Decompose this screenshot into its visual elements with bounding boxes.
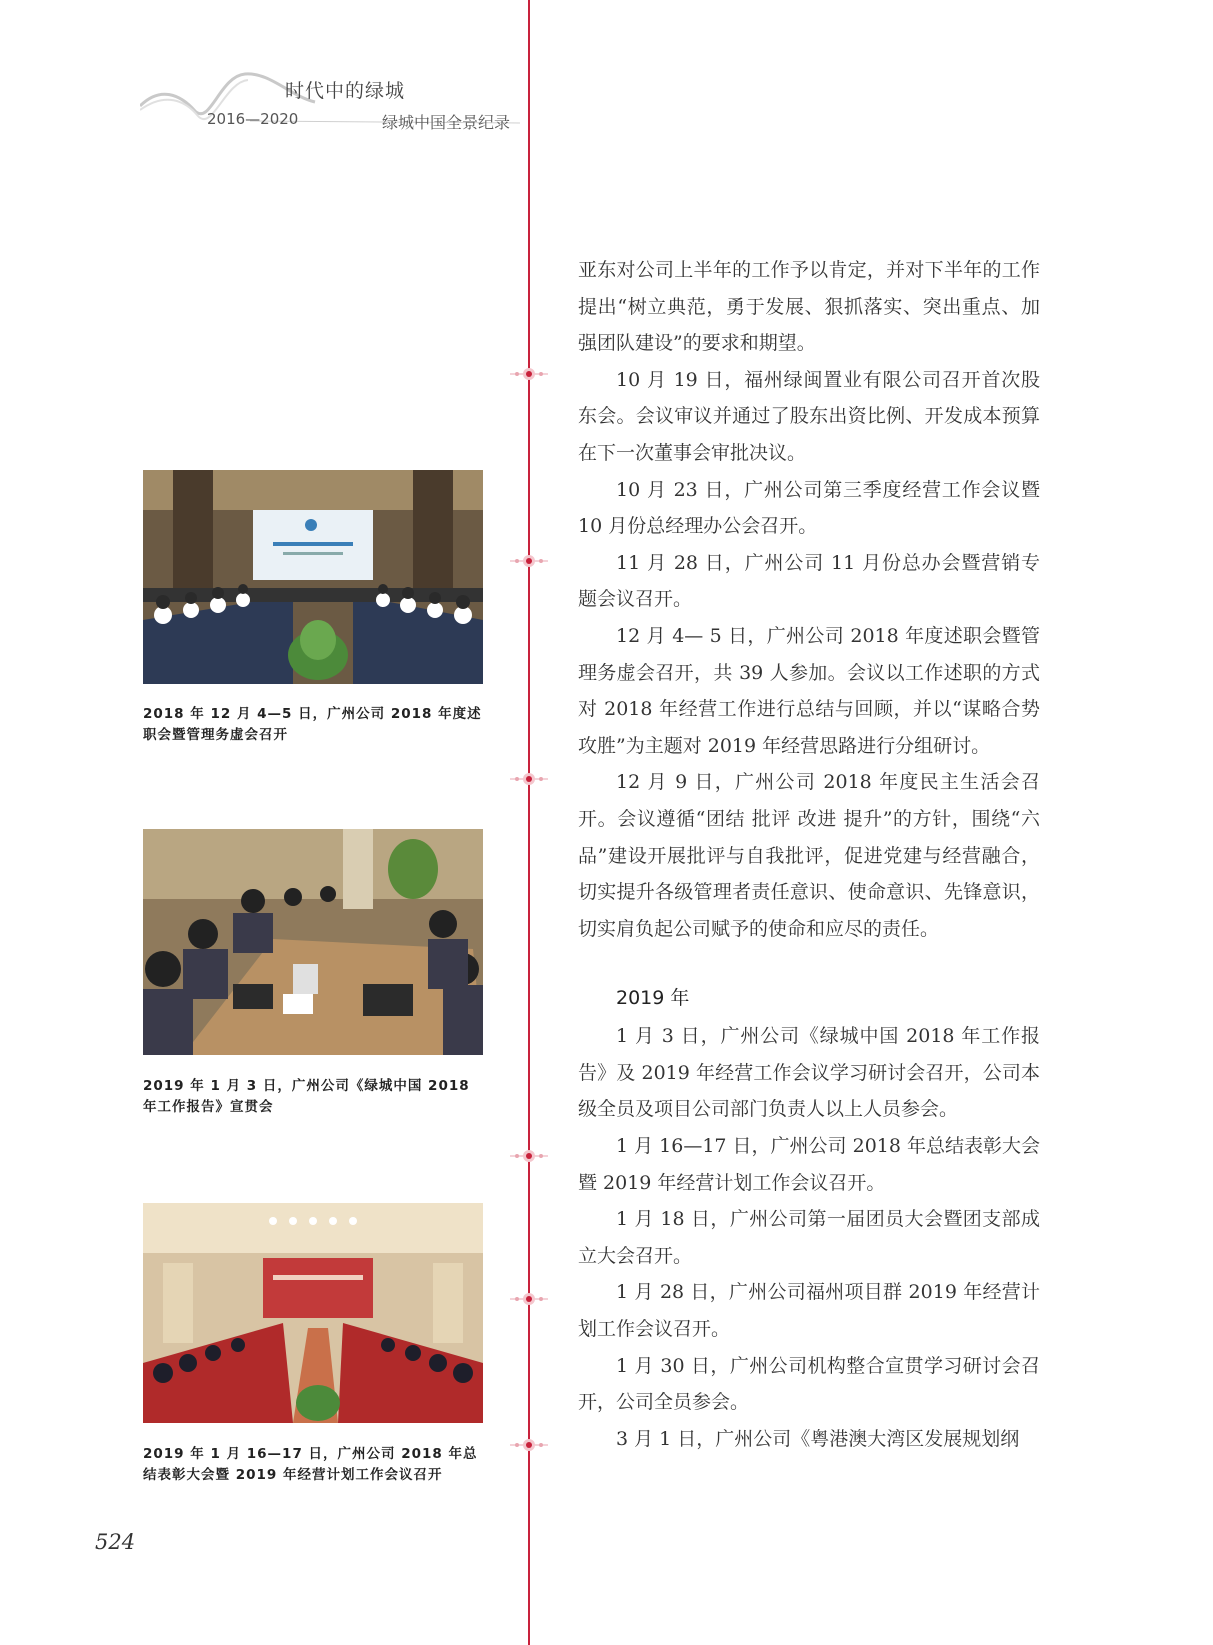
photo-caption: 2019 年 1 月 3 日，广州公司《绿城中国 2018 年工作报告》宣贯会 — [143, 1078, 470, 1115]
header-years: 2016—2020 — [207, 110, 299, 128]
timeline-ornament-icon — [510, 367, 548, 381]
timeline-ornament-icon — [510, 1292, 548, 1306]
paragraph: 12 月 9 日，广州公司 2018 年度民主生活会召开。会议遵循“团结 批评 改进 提升”的方针，围绕“六品”建设开展批评与自我批评，促进党建与经营融合，切实提升各级管理者责任意识、使命意识、先锋意识，切实肩负起公司赋予的使命和应尽的责任。 — [578, 771, 1040, 940]
photo-awards-conference — [143, 1203, 483, 1423]
paragraph: 12 月 4— 5 日，广州公司 2018 年度述职会暨管理务虚会召开，共 39 人参加。会议以工作述职的方式对 2018 年经营工作进行总结与回顾，并以“谋略合势 攻胜”为主题对 2019 年经营思路进行分组研讨。 — [578, 624, 1040, 757]
paragraph: 10 月 19 日，福州绿闽置业有限公司召开首次股东会。会议审议并通过了股东出资比例、开发成本预算在下一次董事会审批决议。 — [578, 368, 1040, 464]
running-header — [140, 66, 530, 136]
header-subtitle: 绿城中国全景纪录 — [382, 113, 511, 132]
header-title: 时代中的绿城 — [285, 80, 406, 102]
photo-work-report-meeting — [143, 829, 483, 1055]
paragraph: 1 月 30 日，广州公司机构整合宣贯学习研讨会召开，公司全员参会。 — [578, 1354, 1040, 1414]
paragraph: 1 月 16—17 日，广州公司 2018 年总结表彰大会暨 2019 年经营计划工作会议召开。 — [578, 1135, 1040, 1194]
year-heading: 2019 年 — [616, 987, 690, 1010]
body-text — [578, 252, 1040, 1457]
paragraph: 1 月 28 日，广州公司福州项目群 2019 年经营计划工作会议召开。 — [578, 1281, 1040, 1341]
timeline-line — [528, 0, 530, 1645]
photo-caption: 2019 年 1 月 16—17 日，广州公司 2018 年总结表彰大会暨 2019 年经营计划工作会议召开 — [143, 1446, 478, 1483]
photo-caption: 2018 年 12 月 4—5 日，广州公司 2018 年度述职会暨管理务虚会召开 — [143, 706, 482, 743]
timeline-ornament-icon — [510, 1149, 548, 1163]
timeline-ornament-icon — [510, 554, 548, 568]
timeline-ornament-icon — [510, 1438, 548, 1452]
paragraph: 3 月 1 日，广州公司《粤港澳大湾区发展规划纲 — [616, 1427, 1020, 1450]
timeline-ornament-icon — [510, 772, 548, 786]
paragraph: 亚东对公司上半年的工作予以肯定，并对下半年的工作提出“树立典范，勇于发展、狠抓落实、突出重点、加强团队建设”的要求和期望。 — [578, 259, 1040, 355]
paragraph: 10 月 23 日，广州公司第三季度经营工作会议暨 10 月份总经理办公会召开。 — [578, 478, 1040, 538]
paragraph: 11 月 28 日，广州公司 11 月份总办会暨营销专题会议召开。 — [578, 551, 1040, 611]
page-number: 524 — [95, 1530, 136, 1554]
photo-meeting-2018-review — [143, 470, 483, 684]
paragraph: 1 月 3 日，广州公司《绿城中国 2018 年工作报告》及 2019 年经营工作会议学习研讨会召开，公司本级全员及项目公司部门负责人以上人员参会。 — [578, 1025, 1040, 1121]
paragraph: 1 月 18 日，广州公司第一届团员大会暨团支部成立大会召开。 — [578, 1208, 1040, 1267]
